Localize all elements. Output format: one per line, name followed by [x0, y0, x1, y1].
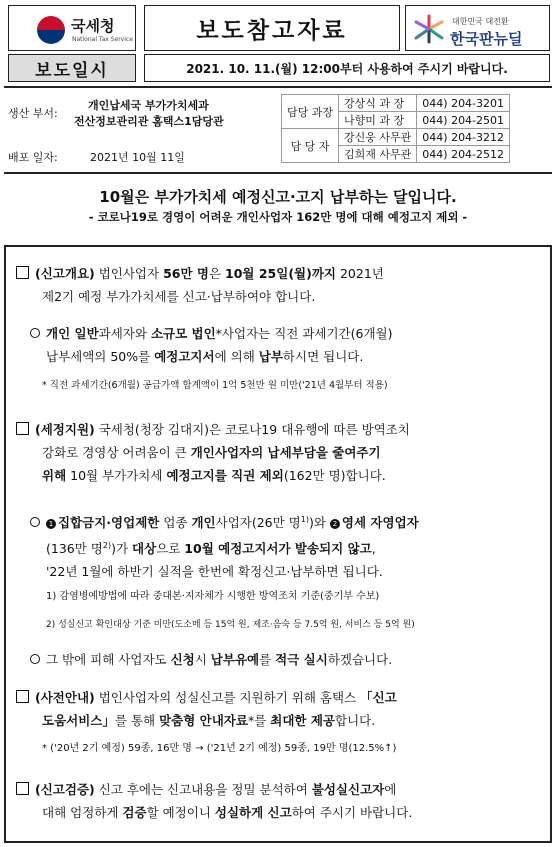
number-2-badge: 2	[330, 519, 340, 529]
contact-table	[281, 94, 510, 163]
section-overview: (신고개요) 법인사업자 56만 명은 10월 25일(월)까지 2021년 제2기 예정 부가가치세를 신고·납부하여야 합니다.	[16, 262, 546, 308]
section-pre-guidance: (사전안내) 법인사업자의 성실신고를 지원하기 위해 홈택스 「신고 도움서비스」를 통해 맞춤형 안내자료*를 최대한 제공합니다.	[16, 686, 546, 732]
document-title: 보도참고자료	[144, 5, 400, 51]
checkbox-square-icon	[16, 422, 29, 435]
agency-logo	[8, 5, 136, 51]
section-deferral: 그 밖에 피해 사업자도 신청시 납부유예를 적극 실시하겠습니다.	[30, 648, 546, 671]
headline: 10월은 부가가치세 예정신고·고지 납부하는 달입니다.	[99, 188, 457, 206]
subheadline: - 코로나19로 경영이 어려운 개인사업자 162만 명에 대해 예정고지 제외 -	[88, 210, 468, 224]
table-row	[282, 129, 510, 146]
number-1-badge: 1	[46, 519, 56, 529]
checkbox-square-icon	[16, 782, 29, 795]
taegeuk-emblem-icon	[37, 16, 65, 44]
contact-name: 나향미 과 장	[339, 112, 417, 129]
overview-note: * 직전 과세기간(6개월) 공급가액 합계액이 1억 5천만 원 미만('21년 4월부터 적용)	[42, 380, 388, 391]
date-label: 배포 일자:	[8, 151, 58, 164]
section-tax-support: (세정지원) 국세청(청장 김대지)은 코로나19 대유행에 따른 방역조치 강화로 경영상 어려움이 큰 개인사업자의 납세부담을 줄여주기 위해 10월 부가가치세 예정고지를 직권 제외(162만 명)합니다.	[16, 418, 546, 487]
contact-phone: 044) 204-2512	[417, 146, 510, 163]
checkbox-square-icon	[16, 266, 29, 279]
divider	[4, 86, 552, 88]
staff-label: 담 당 자	[282, 129, 339, 163]
contact-name: 강신웅 사무관	[339, 129, 417, 146]
contact-name: 강상식 과 장	[339, 95, 417, 112]
release-text: 2021. 10. 11.(월) 12:00부터 사용하여 주시기 바랍니다.	[144, 54, 550, 82]
date-value: 2021년 10월 11일	[90, 151, 185, 164]
agency-english-name: National Tax Service	[72, 36, 133, 43]
new-deal-logo	[405, 5, 550, 51]
contact-name: 김희재 사무관	[339, 146, 417, 163]
pre-guidance-note: * ('20년 2기 예정) 59종, 16만 명 → ('21년 2기 예정) 59종, 19만 명(12.5%↑)	[42, 743, 397, 754]
contact-phone: 044) 204-2501	[417, 112, 510, 129]
dept-label: 생산 부서:	[8, 107, 58, 120]
agency-name: 국세청	[71, 17, 115, 35]
section-overview-detail: 개인 일반과세자와 소규모 법인*사업자는 직전 과세기간(6개월) 납부세액의 50%를 예정고지서에 의해 납부하시면 됩니다.	[30, 322, 546, 368]
divider	[4, 172, 552, 174]
contact-phone: 044) 204-3212	[417, 129, 510, 146]
table-row	[282, 95, 510, 112]
section-verification: (신고검증) 신고 후에는 신고내용을 정밀 분석하여 불성실신고자에 대해 엄정하게 검증할 예정이니 성실하게 신고하여 주시기 바랍니다.	[16, 778, 546, 824]
contact-phone: 044) 204-3201	[417, 95, 510, 112]
footnote-1: 1) 감염병예방법에 따라 중대본·지자체가 시행한 방역조치 기준(중기부 수보)	[46, 591, 380, 602]
section-exclusion-targets: 1 집합금지·영업제한 업종 개인사업자(26만 명$^{1)}$)와 2 영세 자영업자 (136만 명$^{2)}$)가 대상으로 10월 예정고지서가 발송되지 않고, '22년 1월에 하반기 실적을 한번에 확정신고·납부하면 됩니다.	[30, 508, 546, 583]
circle-bullet-icon	[30, 517, 40, 527]
slogan-big: 한국판뉴딜	[450, 30, 523, 48]
footnote-2: 2) 성실신고 확인대상 기준 미만(도소매 등 15억 원, 제조·음숙 등 7.5억 원, 서비스 등 5억 원)	[46, 620, 415, 630]
new-deal-star-icon	[412, 14, 446, 44]
dept-line-2: 전산정보관리관 홈택스1담당관	[74, 115, 224, 128]
checkbox-square-icon	[16, 690, 29, 703]
dept-line-1: 개인납세국 부가가치세과	[88, 99, 209, 112]
circle-bullet-icon	[30, 328, 40, 338]
circle-bullet-icon	[30, 654, 40, 664]
manager-label: 담당 과장	[282, 95, 339, 129]
slogan-small: 대한민국 대전환	[452, 17, 509, 26]
release-label: 보도일시	[8, 54, 136, 82]
